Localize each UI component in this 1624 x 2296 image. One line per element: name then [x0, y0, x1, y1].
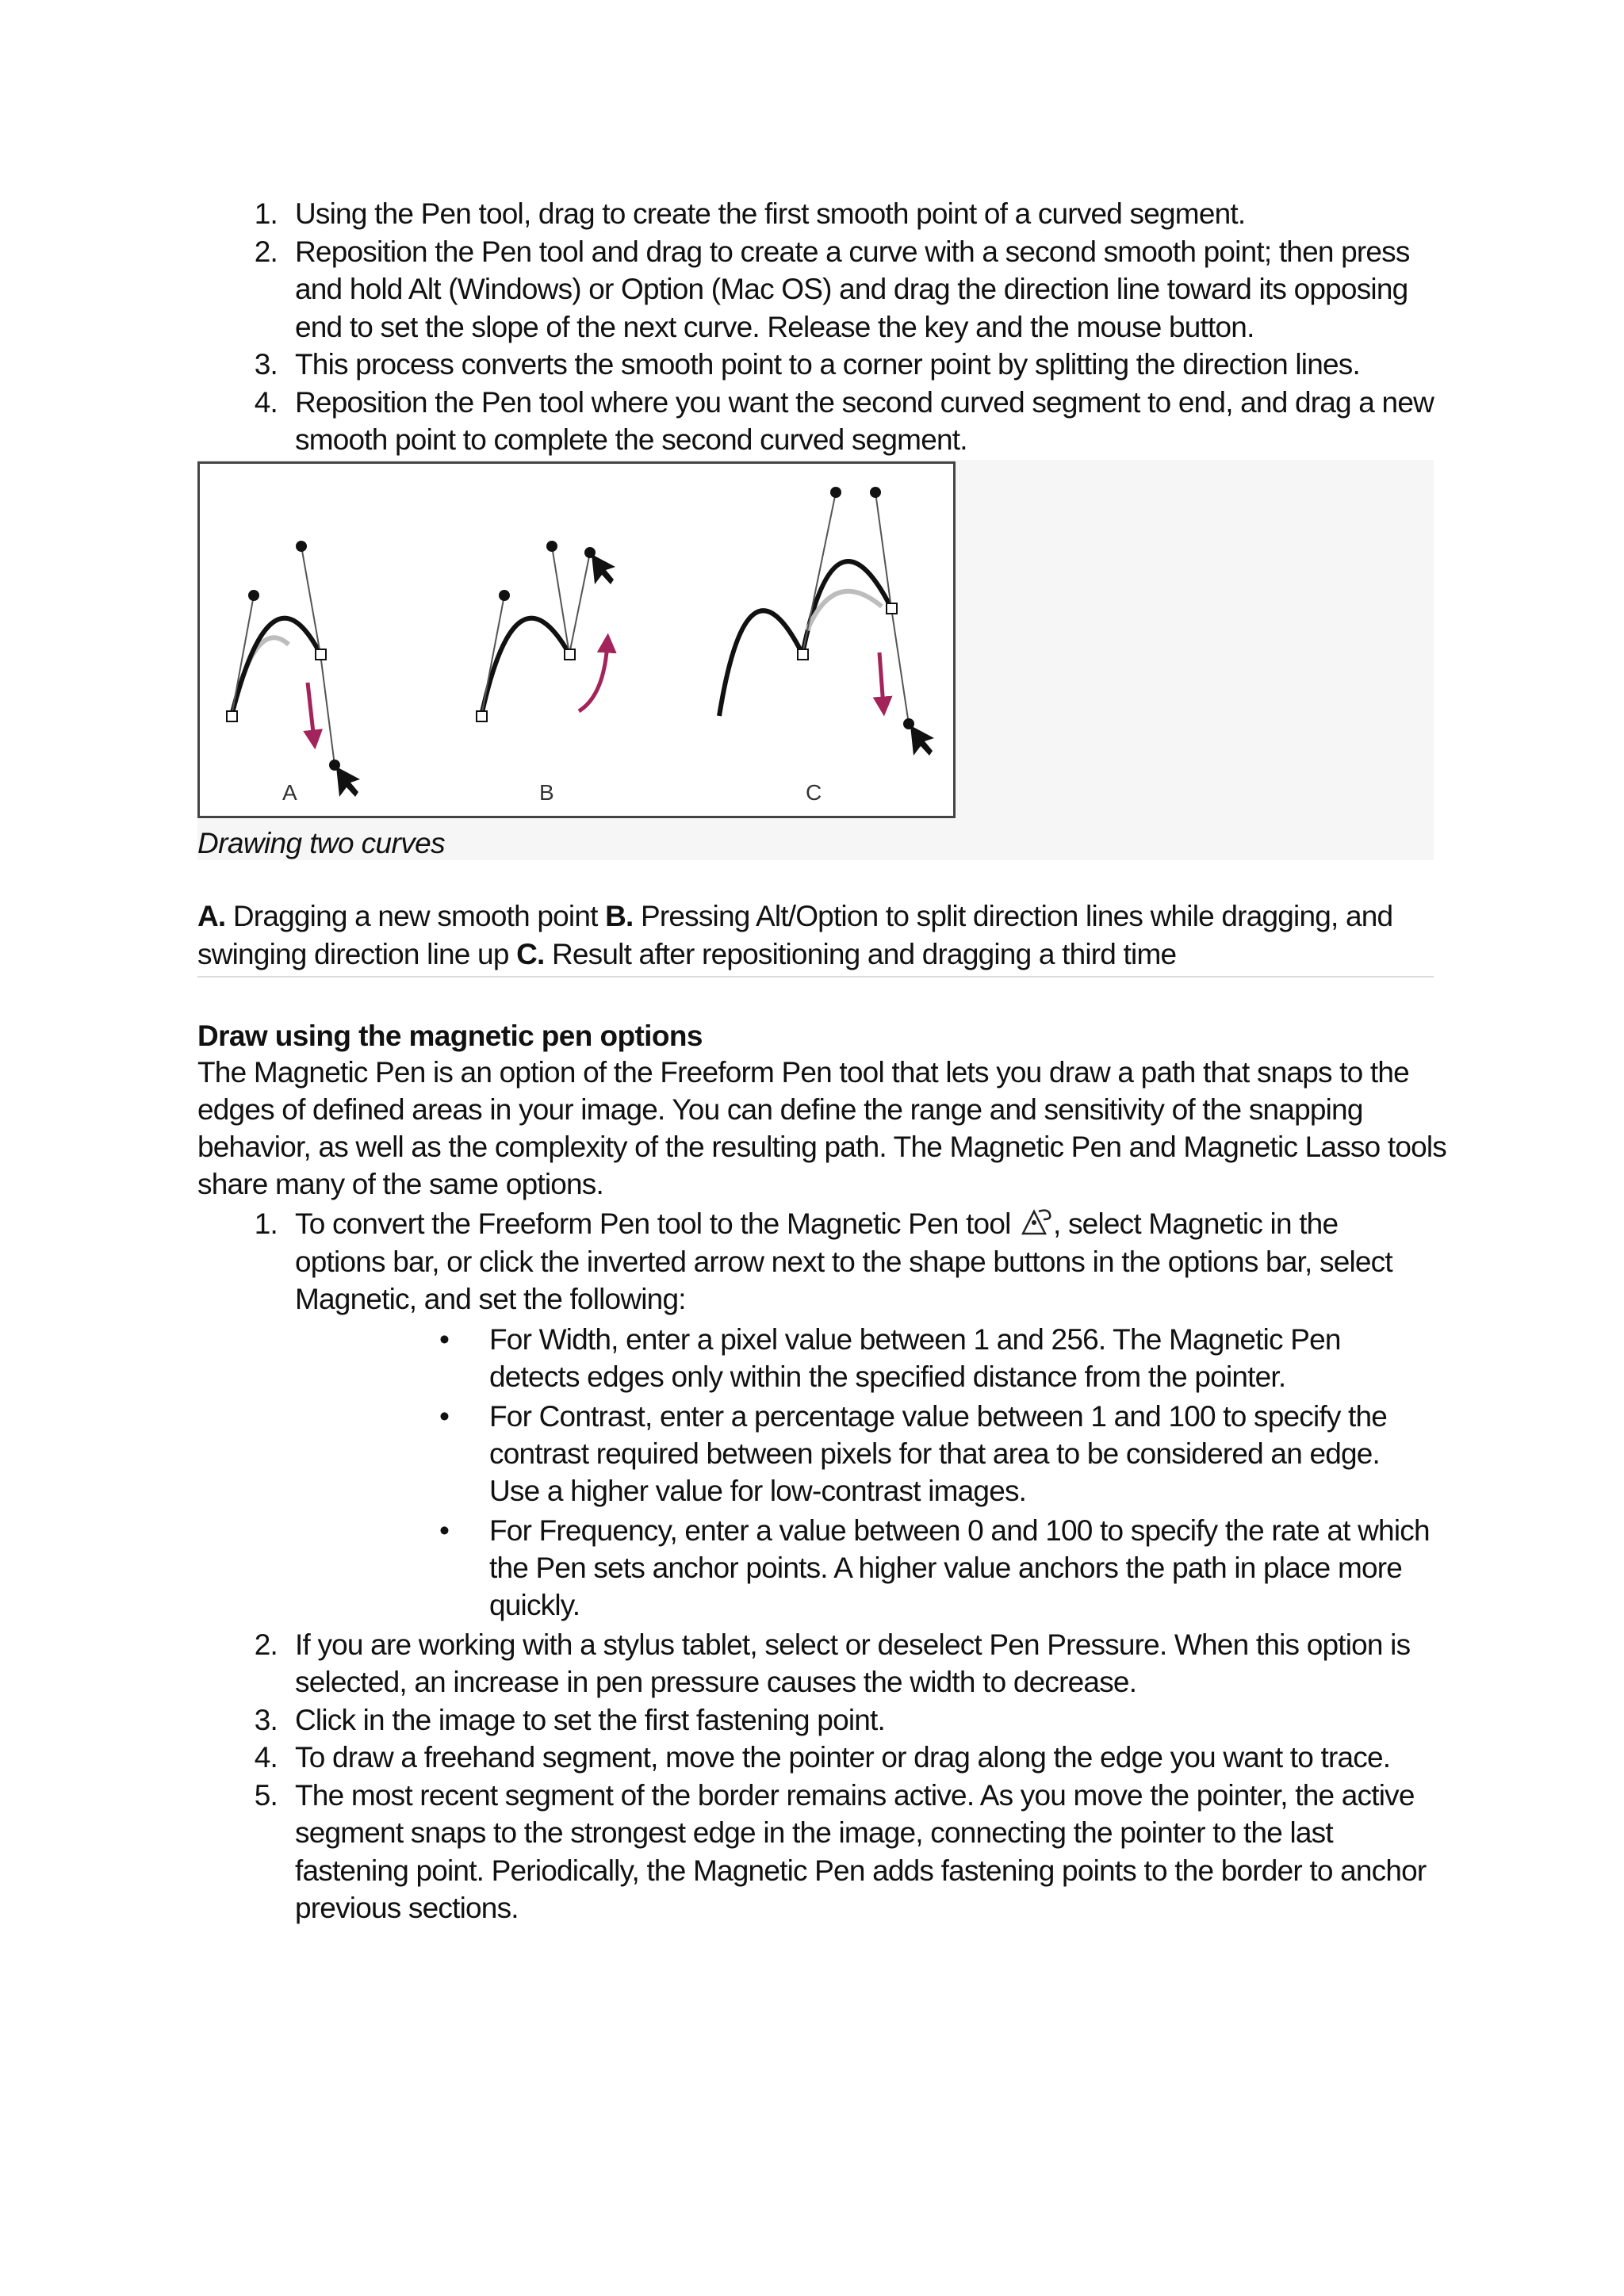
list-item: 1. To convert the Freeform Pen tool to the Magnetic Pen tool , select Magnetic in the options bar, or click the inverted arrow next to the shape buttons in the options bar, select Magnetic, and set the following: • For Width, enter a pixel value between 1 and 256. The Magnetic Pen detects edges only within the specified distance from the pointer. • For Contrast, enter a percentage value between 1 and 100 to specify the contrast required between pixels for that area to be considered an edge. Use a higher value for low-contrast images. • For Frequency, enter a value between 0 and 100 to specify the rate at which the Pen sets anchor points. A higher value anchors the path in place more quickly. — [198, 1205, 1435, 1624]
direction-line — [891, 608, 909, 724]
figure-label-c: C — [806, 780, 822, 805]
curves-steps-list — [198, 195, 1435, 459]
legend-text-c: Result after repositioning and dragging a third time — [544, 938, 1177, 970]
anchor-point — [316, 649, 326, 660]
legend-key-b: B. — [605, 900, 634, 932]
direction-handle — [870, 487, 881, 498]
magnetic-steps-list — [198, 1205, 1435, 1927]
pointer-icon — [592, 554, 615, 584]
legend-text-b: Pressing Alt/Option to split direction lines while dragging, and swinging direction line up — [197, 900, 1393, 970]
anchor-point — [227, 711, 237, 721]
figure-label-b: B — [539, 780, 554, 805]
list-item: • For Width, enter a pixel value between 1 and 256. The Magnetic Pen detects edges only within the specified distance from the pointer. — [295, 1321, 1435, 1395]
section-intro: The Magnetic Pen is an option of the Freeform Pen tool that lets you draw a path that snaps to the edges of defined areas in your image. You can define the range and sensitivity of the snapping behavior, as well as the complexity of the resulting path. The Magnetic Pen and Magnetic Lasso tools share many of the same options. — [197, 1056, 1446, 1200]
panel-c — [719, 487, 934, 756]
drag-arrow — [879, 652, 883, 706]
direction-handle — [499, 590, 510, 601]
direction-handle — [546, 541, 557, 552]
list-item: 3. Click in the image to set the first fastening point. — [254, 1703, 886, 1736]
bullet-icon: • — [439, 1513, 450, 1547]
list-item: 3. This process converts the smooth point to a corner point by splitting the direction lines. — [254, 348, 1360, 381]
figure-caption: Drawing two curves — [197, 827, 446, 859]
direction-handle — [830, 487, 841, 498]
ghost-curve — [232, 637, 289, 716]
curve-segment — [719, 610, 802, 716]
list-item: • For Contrast, enter a percentage value between 1 and 100 to specify the contrast required between pixels for that area to be considered an edge. Use a higher value for low-contrast images. — [295, 1398, 1435, 1510]
legend-key-c: C. — [516, 938, 545, 970]
drawing-two-curves-figure — [197, 461, 956, 818]
curves-illustration — [200, 464, 953, 816]
curve-segment — [802, 561, 891, 654]
direction-line — [569, 553, 590, 654]
swing-arrow — [579, 643, 607, 711]
direction-handle — [296, 541, 307, 552]
list-item: 4. To draw a freehand segment, move the pointer or drag along the edge you want to trace. — [254, 1741, 1391, 1774]
list-item: 4. Reposition the Pen tool where you want the second curved segment to end, and drag a new smooth point to complete the second curved segment. — [254, 385, 1434, 456]
list-item: 2. If you are working with a stylus tablet, select or deselect Pen Pressure. When this option is selected, an increase in pen pressure causes the width to decrease. — [254, 1628, 1411, 1698]
figure-legend — [197, 897, 1434, 974]
curve-segment — [481, 618, 569, 716]
magnetic-options-list — [295, 1321, 1435, 1624]
anchor-point — [477, 711, 487, 721]
panel-b — [477, 541, 615, 721]
direction-handle — [248, 590, 259, 601]
anchor-point — [887, 603, 897, 614]
legend-key-a: A. — [197, 900, 226, 932]
bullet-icon: • — [439, 1322, 450, 1356]
section-divider — [197, 976, 1434, 978]
list-item: 2. Reposition the Pen tool and drag to create a curve with a second smooth point; then press and hold Alt (Windows) or Option (Mac OS) and drag the direction line toward its opposing end to set the slope of the next curve. Release the key and the mouse button. — [254, 235, 1410, 343]
pointer-icon — [910, 725, 934, 756]
list-item: • For Frequency, enter a value between 0 and 100 to specify the rate at which the Pen sets anchor points. A higher value anchors the path in place more quickly. — [295, 1512, 1435, 1624]
pointer-icon — [336, 767, 360, 797]
bullet-icon: • — [439, 1399, 450, 1433]
list-item: 5. The most recent segment of the border remains active. As you move the pointer, the active segment snaps to the strongest edge in the image, connecting the pointer to the last fastening point. Periodically, the Magnetic Pen adds fastening points to the border to anchor previous sections. — [254, 1778, 1427, 1924]
drag-arrow — [308, 683, 314, 740]
curve-segment — [232, 618, 320, 716]
anchor-point — [565, 649, 575, 660]
magnetic-pen-icon — [1018, 1207, 1053, 1237]
legend-text-a: Dragging a new smooth point — [225, 900, 606, 932]
anchor-point — [798, 649, 808, 660]
section-heading: Draw using the magnetic pen options — [197, 1020, 703, 1052]
panel-a — [227, 541, 360, 797]
direction-line — [320, 654, 335, 765]
figure-label-a: A — [282, 780, 297, 805]
list-item: 1. Using the Pen tool, drag to create the first smooth point of a curved segment. — [254, 197, 1246, 230]
